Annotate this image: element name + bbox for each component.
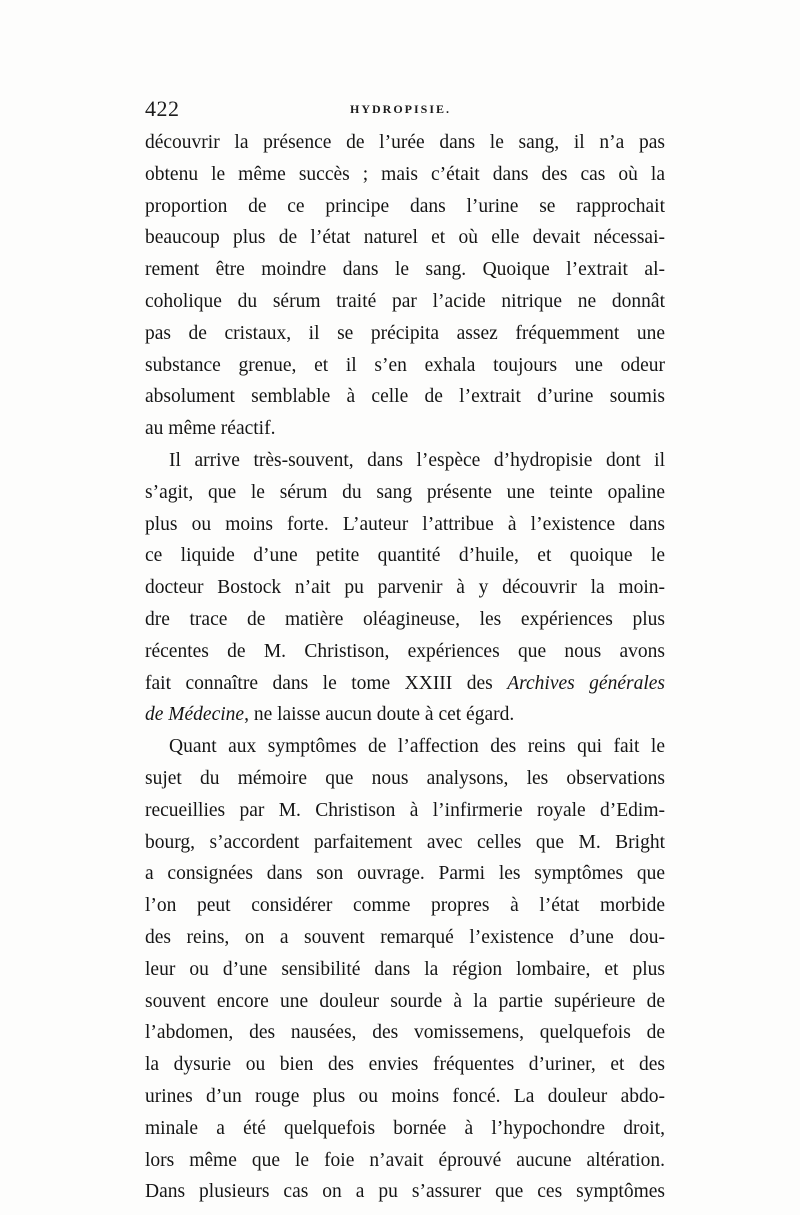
text-line: découvrir la présence de l’urée dans le sang, il n’a pas — [145, 132, 665, 153]
text-line: proportion de ce principe dans l’urine se rapprochait — [145, 195, 665, 217]
text-segment: , ne laisse aucun doute à cet égard. — [244, 704, 515, 726]
text-line: beaucoup plus de l’état naturel et où elle devait nécessai- — [145, 227, 665, 249]
text-line — [145, 699, 665, 731]
text-line: absolument semblable à celle de l’extrait d’urine soumis — [145, 386, 665, 408]
text-line: au même réactif. — [145, 418, 276, 440]
text-line: souvent encore une douleur sourde à la partie supérieure de — [145, 990, 665, 1012]
text-line: docteur Bostock n’ait pu parvenir à y découvrir la moin- — [145, 577, 665, 599]
text-line: leur ou d’une sensibilité dans la région lombaire, et plus — [145, 958, 665, 980]
text-line: pas de cristaux, il se précipita assez fréquemment une — [145, 322, 665, 344]
text-line — [145, 668, 665, 700]
paragraph-2 — [145, 445, 665, 731]
paragraph-1 — [145, 127, 665, 445]
text-line: des reins, on a souvent remarqué l’existence d’une dou- — [145, 926, 665, 948]
text-line: s’agit, que le sérum du sang présente une teinte opaline — [145, 481, 665, 503]
text-line: coholique du sérum traité par l’acide nitrique ne donnât — [145, 290, 665, 312]
text-segment: fait connaître dans le tome XXIII des — [145, 672, 508, 694]
text-line: bourg, s’accordent parfaitement avec celles que M. Bright — [145, 831, 665, 853]
text-line: plus ou moins forte. L’auteur l’attribue à l’existence dans — [145, 513, 665, 535]
text-line: substance grenue, et il s’en exhala toujours une odeur — [145, 354, 665, 376]
text-line: sujet du mémoire que nous analysons, les observations — [145, 767, 665, 789]
text-line: Il arrive très-souvent, dans l’espèce d’hydropisie dont il — [169, 449, 665, 471]
text-line: Quant aux symptômes de l’affection des reins qui fait le — [169, 736, 665, 758]
paragraph-3 — [145, 731, 665, 1208]
text-line: récentes de M. Christison, expériences que nous avons — [145, 640, 665, 662]
text-line: l’on peut considérer comme propres à l’état morbide — [145, 895, 665, 917]
running-title: HYDROPISIE. — [350, 102, 452, 116]
text-line: obtenu le même succès ; mais c’était dans des cas où la — [145, 163, 665, 185]
text-line: dre trace de matière oléagineuse, les expériences plus — [145, 608, 665, 630]
text-line: recueillies par M. Christison à l’infirmerie royale d’Edim- — [145, 799, 665, 821]
journal-title: Archives générales — [507, 672, 665, 694]
text-line: urines d’un rouge plus ou moins foncé. La douleur abdo- — [145, 1085, 665, 1107]
journal-title-end: de Médecine — [145, 704, 245, 726]
text-line: Dans plusieurs cas on a pu s’assurer que ces symptômes — [145, 1181, 665, 1203]
text-line: la dysurie ou bien des envies fréquentes d’uriner, et des — [145, 1054, 665, 1076]
text-line: l’abdomen, des nausées, des vomissemens, quelquefois de — [145, 1022, 665, 1044]
text-line: rement être moindre dans le sang. Quoique l’extrait al- — [145, 259, 665, 281]
body-text — [145, 127, 665, 1208]
text-line: lors même que le foie n’avait éprouvé aucune altération. — [145, 1149, 665, 1171]
page-header — [145, 96, 665, 120]
text-line: minale a été quelquefois bornée à l’hypochondre droit, — [145, 1117, 665, 1139]
page-number: 422 — [145, 96, 180, 121]
text-line: a consignées dans son ouvrage. Parmi les symptômes que — [145, 863, 665, 885]
text-line: ce liquide d’une petite quantité d’huile, et quoique le — [145, 545, 665, 567]
